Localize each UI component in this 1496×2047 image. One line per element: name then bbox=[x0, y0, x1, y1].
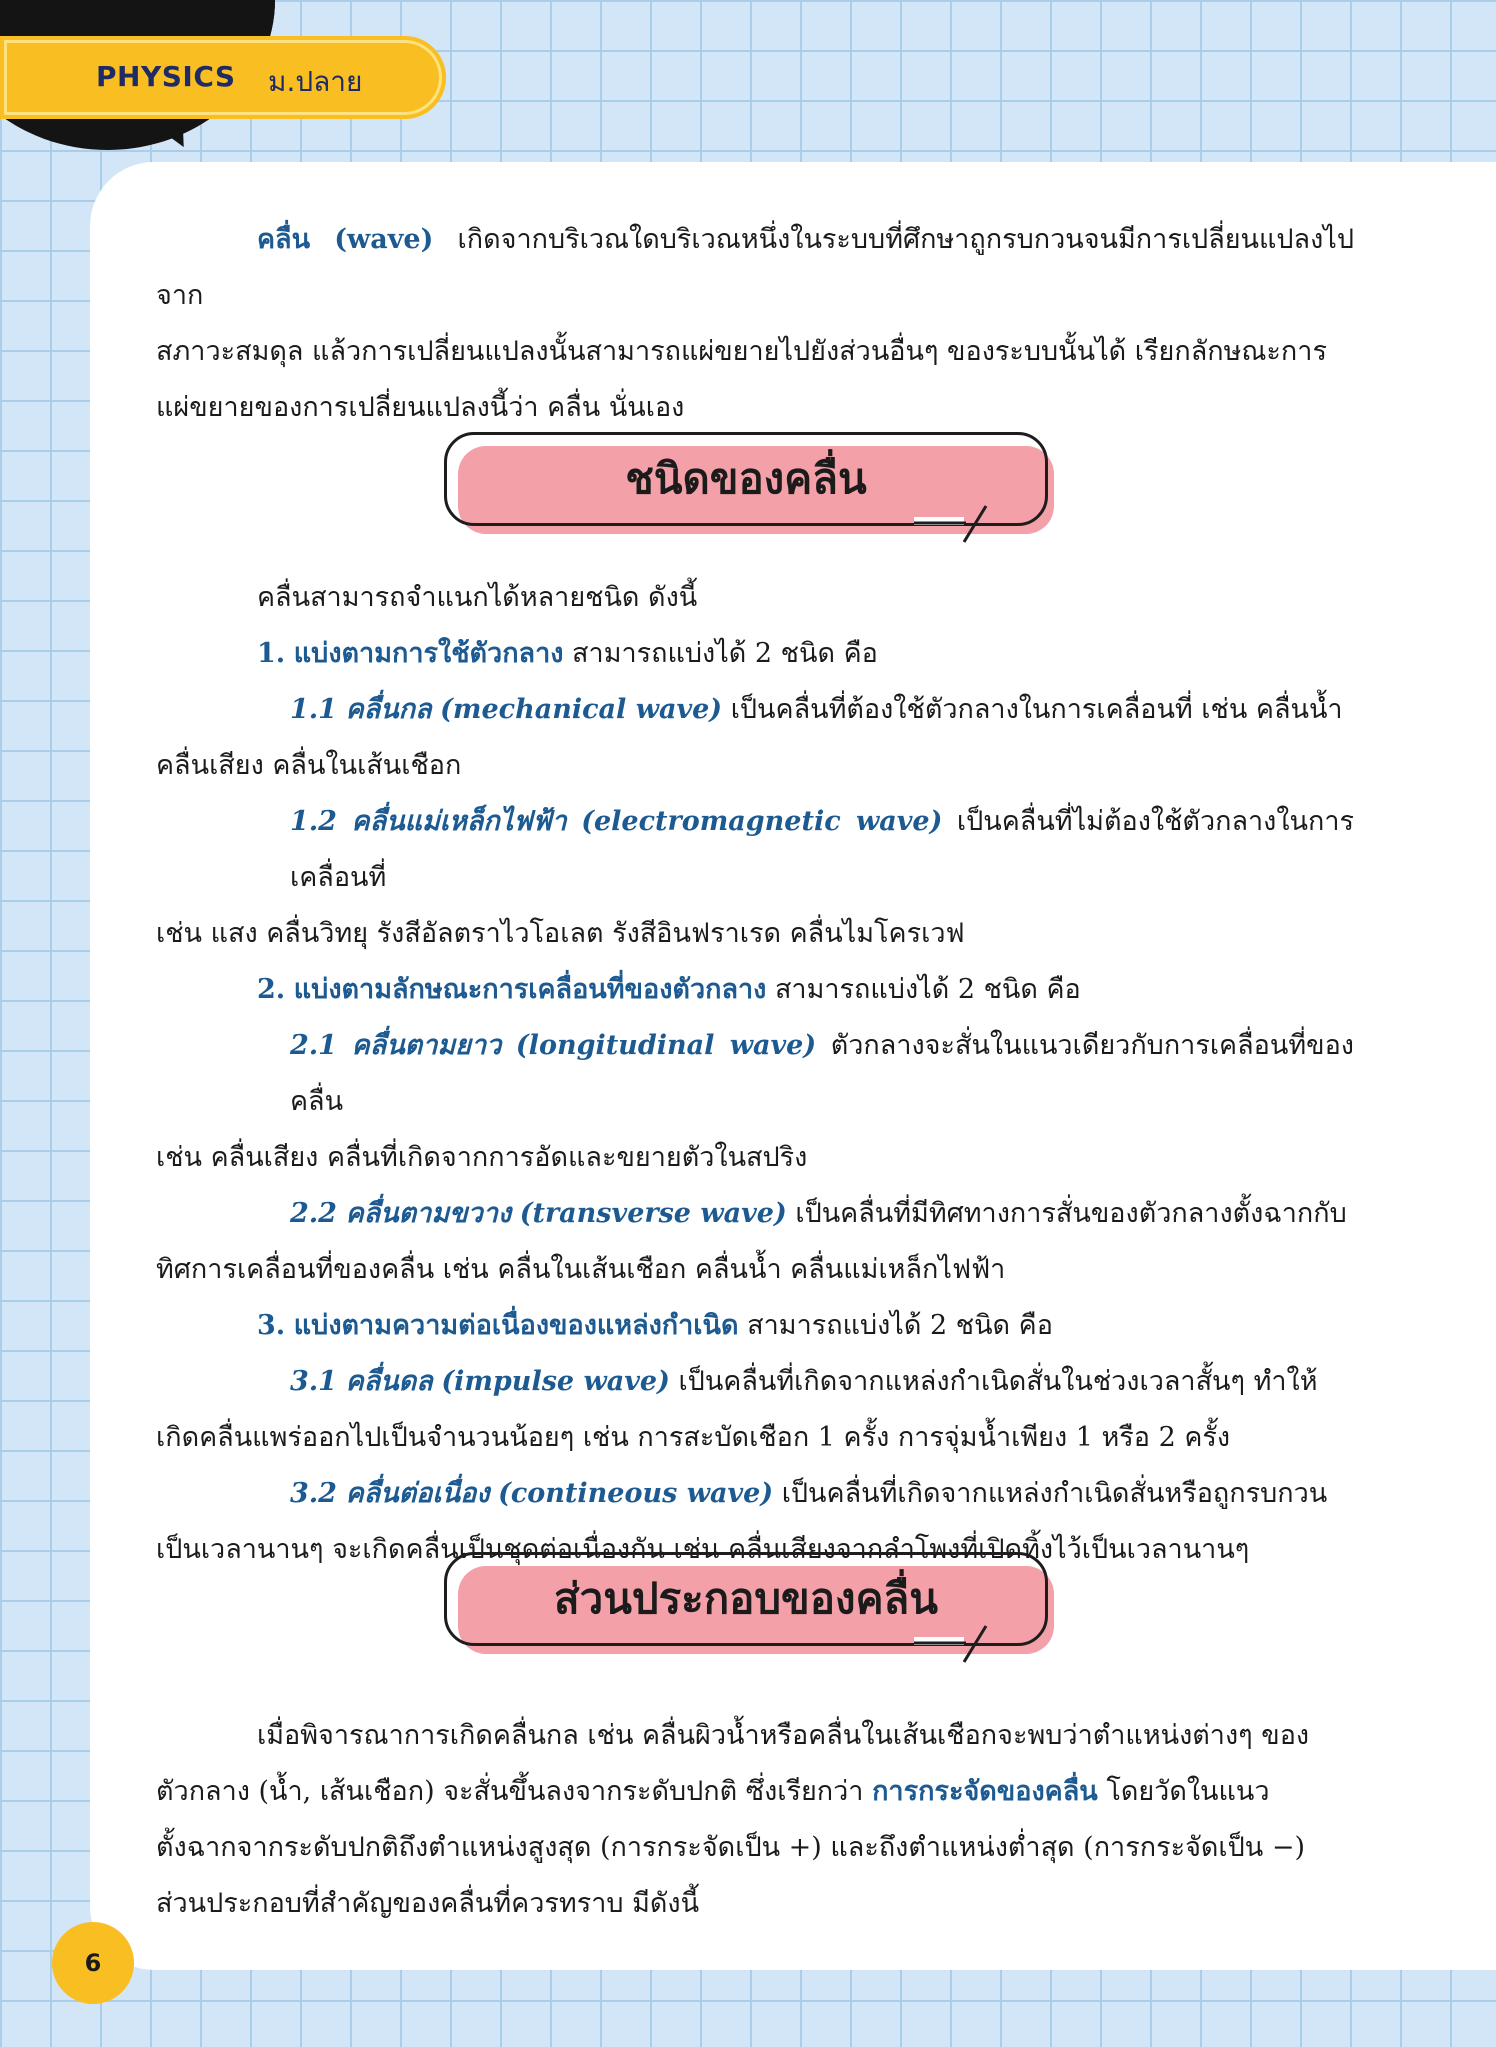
item-3-2-term: คลื่นต่อเนื่อง bbox=[345, 1478, 490, 1509]
item-3-2-text: เป็นคลื่นที่เกิดจากแหล่งกำเนิดสั่นหรือถูกรบกวน bbox=[781, 1478, 1328, 1509]
intro-line-1-text: เกิดจากบริเวณใดบริเวณหนึ่งในระบบที่ศึกษาถูกรบกวนจนมีการเปลี่ยนแปลงไปจาก bbox=[156, 224, 1354, 311]
item-1-2-continued: เช่น แสง คลื่นวิทยุ รังสีอัลตราไวโอเลต รังสีอินฟราเรด คลื่นไมโครเวฟ bbox=[156, 918, 965, 949]
group-1-rest: สามารถแบ่งได้ 2 ชนิด คือ bbox=[572, 638, 878, 669]
item-3-2-num: 3.2 bbox=[290, 1478, 337, 1509]
item-2-2-continued: ทิศการเคลื่อนที่ของคลื่น เช่น คลื่นในเส้นเชือก คลื่นน้ำ คลื่นแม่เหล็กไฟฟ้า bbox=[156, 1254, 1006, 1285]
displacement-term: การกระจัดของคลื่น bbox=[872, 1776, 1098, 1807]
level-label: ม.ปลาย bbox=[268, 65, 363, 98]
section-title-wave-types bbox=[444, 432, 1054, 534]
item-2-2-term: คลื่นตามขวาง bbox=[345, 1198, 512, 1229]
item-1-1-continued: คลื่นเสียง คลื่นในเส้นเชือก bbox=[156, 750, 462, 781]
item-1-2-text: เป็นคลื่นที่ไม่ต้องใช้ตัวกลางในการเคลื่อนที่ bbox=[290, 806, 1354, 893]
group-2-rest: สามารถแบ่งได้ 2 ชนิด คือ bbox=[774, 974, 1081, 1005]
section-title-wave-components bbox=[444, 1552, 1054, 1654]
item-3-1-term: คลื่นดล bbox=[345, 1366, 433, 1397]
components-line-2b: โดยวัดในแนว bbox=[1106, 1776, 1270, 1807]
item-3-1-text: เป็นคลื่นที่เกิดจากแหล่งกำเนิดสั่นในช่วงเวลาสั้นๆ ทำให้ bbox=[678, 1366, 1318, 1397]
components-line-2a: ตัวกลาง (น้ำ, เส้นเชือก) จะสั่นขึ้นลงจากระดับปกติ ซึ่งเรียกว่า bbox=[156, 1776, 864, 1807]
title-callout-tail bbox=[914, 502, 994, 548]
item-1-1-term: คลื่นกล bbox=[345, 694, 432, 725]
item-2-1-en: (longitudinal wave) bbox=[515, 1030, 817, 1061]
item-3-2-continued: เป็นเวลานานๆ จะเกิดคลื่นเป็นชุดต่อเนื่องกัน เช่น คลื่นเสียงจากลำโพงที่เปิดทิ้งไว้เป็นเวลานานๆ bbox=[156, 1534, 1250, 1565]
item-2-1-text: ตัวกลางจะสั่นในแนวเดียวกับการเคลื่อนที่ของคลื่น bbox=[290, 1030, 1354, 1117]
section-title-text: ชนิดของคลื่น bbox=[625, 454, 867, 503]
section-title-text: ส่วนประกอบของคลื่น bbox=[553, 1574, 938, 1623]
item-2-2-en: (transverse wave) bbox=[519, 1198, 787, 1229]
components-line-4: ส่วนประกอบที่สำคัญของคลื่นที่ควรทราบ มีดังนี้ bbox=[156, 1888, 700, 1919]
item-1-1-num: 1.1 bbox=[290, 694, 337, 725]
item-2-2-num: 2.2 bbox=[290, 1198, 337, 1229]
group-1-num: 1. bbox=[257, 638, 286, 669]
item-2-1 bbox=[156, 1018, 1354, 1130]
components-line-3: ตั้งฉากจากระดับปกติถึงตำแหน่งสูงสุด (การกระจัดเป็น +) และถึงตำแหน่งต่ำสุด (การกระจัดเป็น −) bbox=[156, 1832, 1305, 1863]
group-2-num: 2. bbox=[257, 974, 286, 1005]
item-1-1-en: (mechanical wave) bbox=[440, 694, 723, 725]
group-2-head: แบ่งตามลักษณะการเคลื่อนที่ของตัวกลาง bbox=[293, 974, 767, 1005]
components-line-1: เมื่อพิจารณาการเกิดคลื่นกล เช่น คลื่นผิวน้ำหรือคลื่นในเส้นเชือกจะพบว่าตำแหน่งต่างๆ ของ bbox=[257, 1720, 1310, 1751]
item-3-1-continued: เกิดคลื่นแพร่ออกไปเป็นจำนวนน้อยๆ เช่น การสะบัดเชือก 1 ครั้ง การจุ่มน้ำเพียง 1 หรือ 2 ครั้ง bbox=[156, 1422, 1231, 1453]
subject-label: PHYSICS bbox=[96, 60, 236, 93]
wave-components-paragraph bbox=[156, 1708, 1354, 1932]
title-callout-tail bbox=[914, 1622, 994, 1668]
group-3 bbox=[156, 1298, 1354, 1354]
intro-term-en: (wave) bbox=[334, 224, 434, 255]
item-3-1-num: 3.1 bbox=[290, 1366, 337, 1397]
item-1-2-en: (electromagnetic wave) bbox=[581, 806, 943, 837]
intro-line-3: แผ่ขยายของการเปลี่ยนแปลงนี้ว่า คลื่น นั่นเอง bbox=[156, 392, 685, 423]
item-1-2-num: 1.2 bbox=[290, 806, 337, 837]
item-1-1-text: เป็นคลื่นที่ต้องใช้ตัวกลางในการเคลื่อนที่ เช่น คลื่นน้ำ bbox=[730, 694, 1343, 725]
intro-paragraph bbox=[156, 212, 1354, 436]
group-2 bbox=[156, 962, 1354, 1018]
item-3-2-en: (contineous wave) bbox=[498, 1478, 774, 1509]
item-3-1-en: (impulse wave) bbox=[441, 1366, 670, 1397]
item-3-1 bbox=[156, 1354, 1354, 1410]
item-1-2 bbox=[156, 794, 1354, 906]
group-1 bbox=[156, 626, 1354, 682]
item-3-2 bbox=[156, 1466, 1354, 1522]
intro-term: คลื่น bbox=[257, 224, 311, 255]
item-2-1-term: คลื่นตามยาว bbox=[351, 1030, 502, 1061]
wave-types-list bbox=[156, 570, 1354, 1578]
item-1-2-term: คลื่นแม่เหล็กไฟฟ้า bbox=[351, 806, 567, 837]
components-line-2 bbox=[156, 1764, 1354, 1820]
item-2-2-text: เป็นคลื่นที่มีทิศทางการสั่นของตัวกลางตั้งฉากกับ bbox=[795, 1198, 1347, 1229]
group-3-num: 3. bbox=[257, 1310, 286, 1341]
intro-line-1 bbox=[156, 212, 1354, 324]
group-1-head: แบ่งตามการใช้ตัวกลาง bbox=[293, 638, 564, 669]
intro-line-2: สภาวะสมดุล แล้วการเปลี่ยนแปลงนั้นสามารถแผ่ขยายไปยังส่วนอื่นๆ ของระบบนั้นได้ เรียกลักษณะการ bbox=[156, 336, 1327, 367]
item-2-1-continued: เช่น คลื่นเสียง คลื่นที่เกิดจากการอัดและขยายตัวในสปริง bbox=[156, 1142, 808, 1173]
item-2-2 bbox=[156, 1186, 1354, 1242]
wave-types-lead: คลื่นสามารถจำแนกได้หลายชนิด ดังนี้ bbox=[257, 582, 698, 613]
page-number-badge: 6 bbox=[52, 1922, 134, 2004]
group-3-rest: สามารถแบ่งได้ 2 ชนิด คือ bbox=[747, 1310, 1053, 1341]
group-3-head: แบ่งตามความต่อเนื่องของแหล่งกำเนิด bbox=[293, 1310, 739, 1341]
item-2-1-num: 2.1 bbox=[290, 1030, 337, 1061]
item-1-1 bbox=[156, 682, 1354, 738]
